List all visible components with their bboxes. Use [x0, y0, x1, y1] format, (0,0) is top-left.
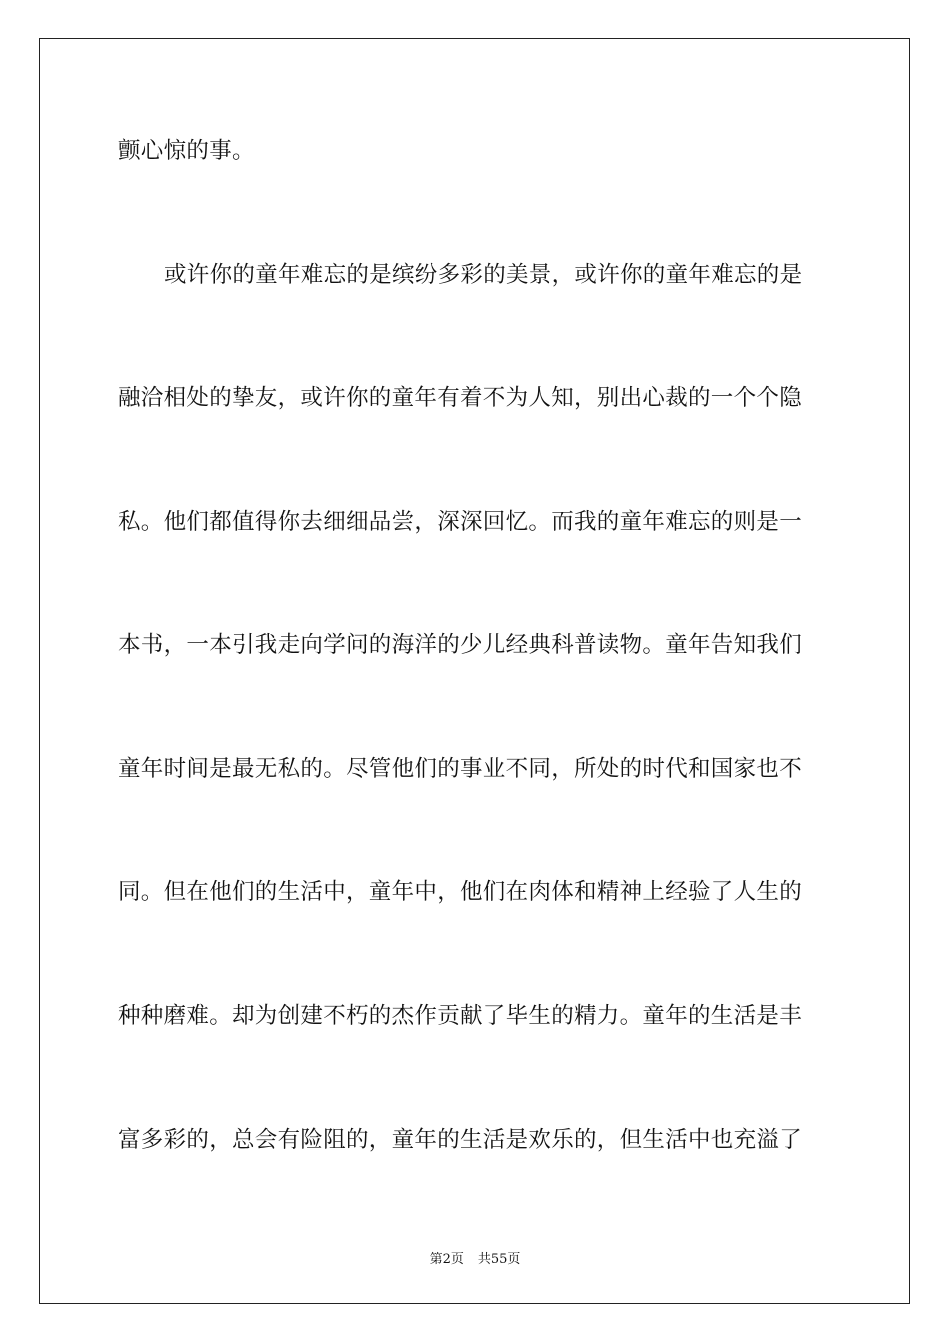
page-footer: [0, 1248, 950, 1267]
text-line-1: 颤心惊的事。: [118, 138, 255, 164]
text-line-4: 私。他们都值得你去细细品尝，深深回忆。而我的童年难忘的则是一: [118, 509, 803, 535]
page-number: 第2页: [429, 1252, 464, 1267]
text-line-7: 同。但在他们的生活中，童年中，他们在肉体和精神上经验了人生的: [118, 879, 803, 905]
text-line-5: 本书，一本引我走向学问的海洋的少儿经典科普读物。童年告知我们: [118, 632, 803, 658]
page-border: [39, 38, 910, 1304]
text-line-9: 富多彩的，总会有险阻的，童年的生活是欢乐的，但生活中也充溢了: [118, 1127, 803, 1153]
text-line-6: 童年时间是最无私的。尽管他们的事业不同，所处的时代和国家也不: [118, 756, 803, 782]
text-line-3: 融洽相处的挚友，或许你的童年有着不为人知，别出心裁的一个个隐: [118, 385, 803, 411]
text-line-8: 种种磨难。却为创建不朽的杰作贡献了毕生的精力。童年的生活是丰: [118, 1003, 803, 1029]
page-total: 共55页: [477, 1252, 521, 1267]
text-line-2: 或许你的童年难忘的是缤纷多彩的美景，或许你的童年难忘的是: [164, 262, 803, 288]
